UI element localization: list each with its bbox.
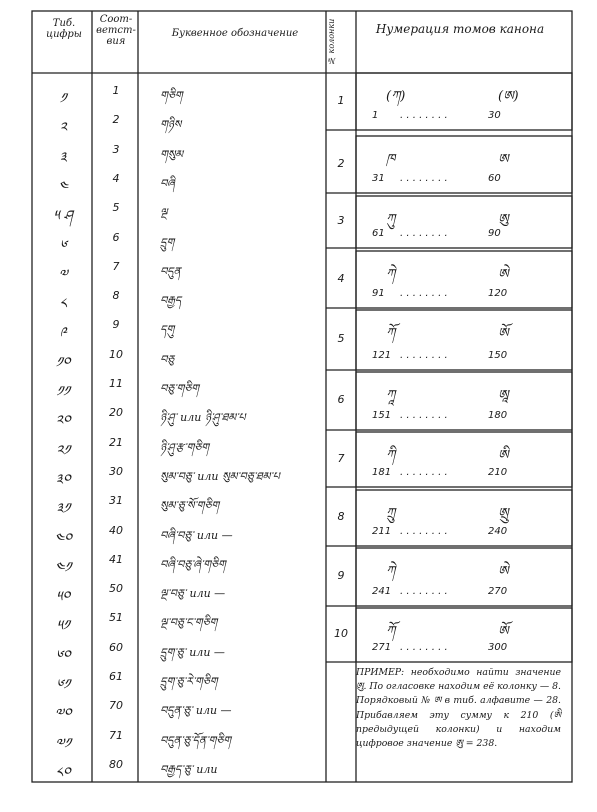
tibetan-numeral: ༣༠: [55, 471, 71, 488]
column-number: 7: [337, 451, 345, 465]
tibetan-numeral: ༣: [59, 149, 67, 166]
first-volume-letter: (ཀ): [386, 89, 406, 104]
last-volume-letter: ཨོ: [498, 624, 509, 639]
last-volume-letter: ཨེ: [498, 564, 509, 579]
arabic-number: 71: [109, 728, 123, 742]
column-number: 4: [337, 271, 345, 285]
range-dots: . . . . . . . .: [400, 228, 448, 239]
range-to: 210: [488, 467, 508, 478]
tibetan-word: ཉི་ཤུ་རྩ་གཅིག: [160, 440, 209, 454]
range-from: 61: [372, 228, 385, 239]
tibetan-numeral: ༧༠: [54, 706, 72, 723]
arabic-number: 70: [109, 699, 123, 713]
tibetan-word: དགུ: [160, 323, 175, 337]
first-volume-letter: ཀེ: [386, 564, 396, 579]
first-volume-letter: ཀེ: [386, 267, 396, 282]
tibetan-numeral: ༥༡: [56, 618, 70, 635]
column-number: 9: [337, 569, 345, 582]
tibetan-word: བཞི་བཅུ་ или —: [160, 528, 233, 542]
header-volume-numbering: Нумерация томов канона: [375, 22, 545, 36]
last-volume-letter: ཨ: [498, 152, 509, 167]
tibetan-numeral: ༤: [58, 178, 68, 195]
range-from: 121: [372, 350, 392, 361]
range-to: 60: [488, 173, 501, 184]
first-volume-letter: ཀྲུ: [386, 506, 396, 521]
last-volume-letter: ཨི: [498, 448, 509, 463]
tibetan-numeral: ༥༠: [56, 589, 70, 606]
arabic-number: 8: [112, 289, 120, 303]
tibetan-word: བཞི: [160, 176, 175, 190]
first-volume-letter: ཀོ: [386, 326, 396, 341]
last-volume-letter: ཨེ: [498, 267, 509, 282]
arabic-number: 31: [109, 494, 123, 508]
range-to: 120: [488, 288, 508, 299]
tibetan-numeral: ༥ ཤ: [53, 208, 73, 225]
first-volume-letter: ཀོ: [386, 624, 396, 639]
last-volume-letter: (ཨ): [498, 89, 519, 104]
first-volume-letter: ཁ: [386, 152, 396, 167]
range-from: 31: [372, 173, 385, 184]
tibetan-word: ལྔ: [160, 206, 168, 220]
range-from: 181: [372, 467, 392, 478]
range-dots: . . . . . . . .: [400, 586, 448, 597]
arabic-number: 80: [109, 757, 123, 771]
example-note: ПРИМЕР: необходимо найти значение ཨུ. По огласовке находим её колонку — 8. Порядковый № ཨ в тиб. алфавите — 28. Прибавляем эту сумму к 210 (ཨི предыдущей колонки) и находим цифровое значение ཨུ = 238.: [356, 667, 561, 750]
arabic-number: 9: [112, 318, 120, 332]
tibetan-numeral: ༡: [59, 91, 67, 107]
range-dots: . . . . . . . .: [400, 642, 448, 653]
header-tib-digits: Тиб. цифры: [46, 18, 82, 40]
last-volume-letter: ཨུ: [498, 212, 509, 227]
last-volume-letter: ཨཱ: [498, 388, 509, 403]
range-dots: . . . . . . . .: [400, 173, 448, 184]
arabic-number: 20: [109, 406, 123, 420]
first-volume-letter: ཀཱ: [386, 388, 396, 403]
header-correspondence: Соот-ветст-вия: [96, 14, 136, 47]
header-column-no: № колонки: [327, 18, 336, 66]
tibetan-numeral: ༡༠: [55, 354, 71, 371]
tibetan-numeral: ༦༡: [56, 677, 70, 693]
range-to: 300: [488, 642, 508, 653]
range-to: 270: [488, 586, 508, 597]
tibetan-numeral: ༩: [59, 325, 67, 342]
tibetan-word: བཅུ་གཅིག: [160, 382, 199, 395]
tibetan-numeral: ༨: [59, 296, 67, 313]
column-number: 3: [337, 214, 345, 227]
tibetan-word: བརྒྱད་ཅུ་ или: [160, 762, 218, 776]
arabic-number: 4: [112, 171, 120, 185]
tibetan-numeral: ༢༠: [55, 413, 71, 430]
range-to: 150: [488, 350, 508, 361]
tibetan-word: སུམ་ཅུ་སོ་གཅིག: [160, 499, 219, 513]
arabic-number: 41: [109, 552, 123, 566]
tibetan-numeral: ༢༡: [55, 442, 71, 459]
first-volume-letter: ཀུ: [386, 212, 396, 227]
tibetan-word: བདུན་ཅུ་དོན་གཅིག: [160, 733, 231, 747]
range-dots: . . . . . . . .: [400, 350, 448, 361]
tibetan-word: གཉིས: [160, 118, 182, 132]
arabic-number: 7: [112, 259, 120, 273]
arabic-number: 61: [109, 670, 123, 683]
tibetan-word: ཉི་ཤུ་ или ཉི་ཤུ་ཐམ་པ: [160, 411, 246, 425]
arabic-number: 60: [109, 640, 123, 654]
arabic-number: 10: [109, 347, 123, 361]
column-number: 8: [337, 510, 345, 523]
arabic-number: 40: [109, 523, 123, 537]
tibetan-word: དྲུག: [160, 235, 175, 249]
tibetan-numeral: ༨༠: [55, 764, 71, 781]
range-from: 211: [372, 526, 392, 537]
range-dots: . . . . . . . .: [400, 526, 448, 537]
tibetan-numeral: ༢: [59, 120, 67, 137]
range-from: 91: [372, 288, 385, 299]
range-dots: . . . . . . . .: [400, 288, 448, 299]
arabic-number: 2: [112, 113, 120, 127]
tibetan-numeral: ༧༡: [55, 735, 71, 752]
range-dots: . . . . . . . .: [400, 110, 448, 121]
tibetan-word: བརྒྱད: [160, 294, 182, 308]
arabic-number: 5: [112, 201, 120, 215]
column-number: 1: [337, 93, 345, 107]
last-volume-letter: ཨོ: [498, 326, 509, 341]
column-number: 10: [334, 627, 348, 640]
tibetan-numeral: ༦: [59, 237, 67, 254]
arabic-number: 51: [109, 611, 123, 625]
tibetan-word: བདུན་ཅུ་ или —: [160, 704, 232, 718]
arabic-number: 50: [109, 582, 123, 596]
arabic-number: 3: [112, 142, 120, 156]
tibetan-word: དྲུག་ཅུ་ или —: [160, 645, 225, 659]
tibetan-numeral: ༡༡: [56, 384, 70, 400]
arabic-number: 21: [109, 435, 123, 449]
tibetan-numeral: ༧: [58, 266, 68, 283]
tibetan-word: བདུན: [160, 264, 181, 278]
tibetan-word: ལྔ་བཅུ་ или —: [160, 587, 226, 601]
tibetan-word: སུམ་བཅུ་ или སུམ་བཅུ་ཐམ་པ: [160, 469, 280, 483]
range-from: 271: [372, 642, 392, 653]
range-to: 240: [488, 526, 508, 537]
tibetan-word: གསུམ: [160, 147, 183, 161]
range-dots: . . . . . . . .: [400, 467, 448, 478]
tibetan-numeral: ༤༠: [54, 530, 72, 547]
range-to: 90: [488, 228, 501, 239]
range-to: 30: [488, 110, 501, 121]
tibetan-word: ལྔ་བཅུ་ང་གཅིག: [160, 616, 218, 630]
tibetan-numeral: ༦༠: [55, 647, 71, 664]
range-from: 1: [372, 110, 379, 121]
tibetan-word: བཞི་བཅུ་ཞེ་གཅིག: [160, 557, 226, 571]
column-number: 2: [337, 156, 345, 170]
range-to: 180: [488, 410, 508, 421]
tibetan-word: གཅིག: [160, 89, 183, 102]
tibetan-numeral: ༣༡: [56, 501, 70, 518]
arabic-number: 30: [109, 464, 123, 478]
arabic-number: 1: [112, 84, 120, 97]
tibetan-word: བཅུ: [160, 352, 175, 366]
range-dots: . . . . . . . .: [400, 410, 448, 421]
last-volume-letter: ཨྲུ: [498, 506, 509, 521]
tibetan-numeral: ༤༡: [54, 559, 72, 576]
column-number: 5: [337, 332, 345, 345]
arabic-number: 11: [109, 377, 123, 390]
arabic-number: 6: [112, 230, 120, 244]
range-from: 151: [372, 410, 392, 421]
range-from: 241: [372, 586, 392, 597]
tibetan-word: དྲུག་ཅུ་རེ་གཅིག: [160, 675, 218, 688]
column-number: 6: [337, 393, 345, 406]
first-volume-letter: ཀི: [386, 448, 396, 463]
header-letter-notation: Буквенное обозначение: [171, 28, 299, 39]
